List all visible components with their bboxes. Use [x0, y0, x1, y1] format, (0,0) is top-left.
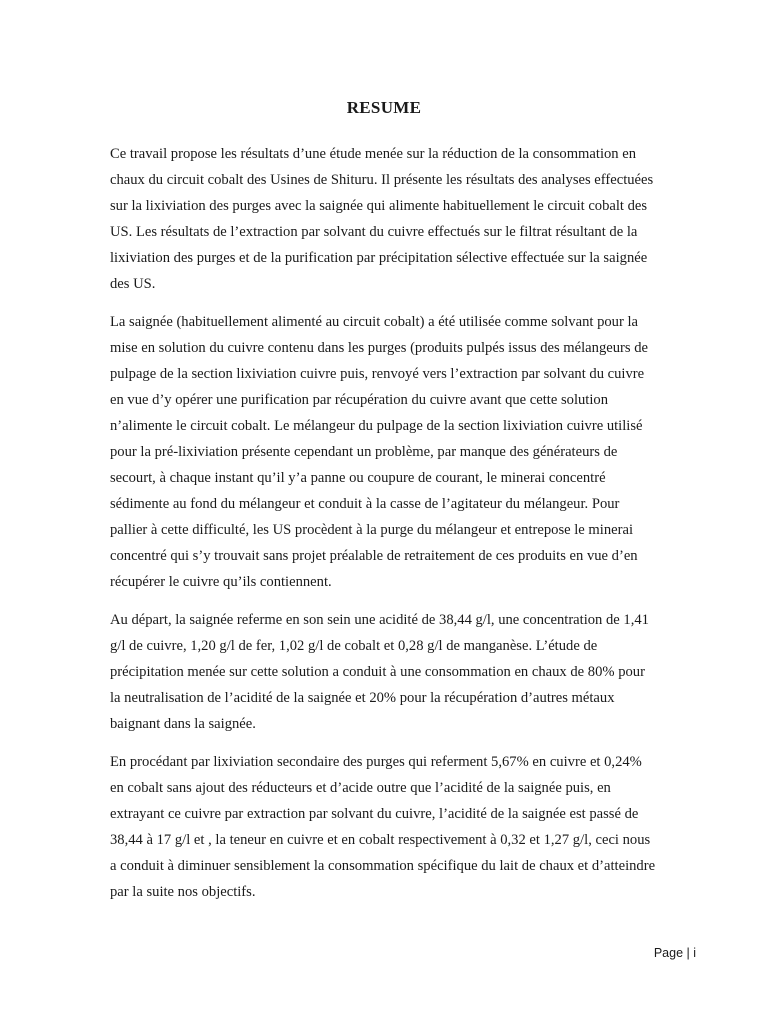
- page-number: Page | i: [653, 946, 696, 960]
- document-body: [110, 141, 658, 917]
- paragraph-3: Au départ, la saignée referme en son sein une acidité de 38,44 g/l, une concentration de 1,41 g/l de cuivre, 1,20 g/l de fer, 1,02 g/l de cobalt et 0,28 g/l de manganèse. L’étude de précipitation menée sur cette solution a conduit à une consommation en chaux de 80% pour la neutralisation de l’acidité de la saignée et 20% pour la récupération d’autres métaux baignant dans la saignée.: [110, 612, 649, 732]
- paragraph-2: La saignée (habituellement alimenté au circuit cobalt) a été utilisée comme solvant pour la mise en solution du cuivre contenu dans les purges (produits pulpés issus des mélangeurs de pulpage de la section lixiviation cuivre puis, renvoyé vers l’extraction par solvant du cuivre en vue d’y opérer une purification par récupération du cuivre avant que cette solution n’alimente le circuit cobalt. Le mélangeur du pulpage de la section lixiviation cuivre utilisé pour la pré-lixiviation présente cependant un problème, par manque des générateurs de secourt, à chaque instant qu’il y’a panne ou coupure de courant, le minerai concentré sédimente au fond du mélangeur et conduit à la casse de l’agitateur du mélangeur. Pour pallier à cette difficulté, les US procèdent à la purge du mélangeur et entrepose le minerai concentré qui s’y trouvait sans projet préalable de retraitement de ces produits en vue d’en récupérer le cuivre qu’ils contiennent.: [110, 314, 648, 590]
- paragraph-4: En procédant par lixiviation secondaire des purges qui referment 5,67% en cuivre et 0,24% en cobalt sans ajout des réducteurs et d’acide outre que l’acidité de la saignée puis, en extrayant ce cuivre par extraction par solvant du cuivre, l’acidité de la saignée est passé de 38,44 à 17 g/l et , la teneur en cuivre et en cobalt respectivement à 0,32 et 1,27 g/l, ceci nous a conduit à diminuer sensiblement la consommation spécifique du lait de chaux et d’atteindre par la suite nos objectifs.: [110, 754, 656, 900]
- document-title: RESUME: [346, 98, 422, 117]
- paragraph-1: Ce travail propose les résultats d’une étude menée sur la réduction de la consommation en chaux du circuit cobalt des Usines de Shituru. Il présente les résultats des analyses effectuées sur la lixiviation des purges avec la saignée qui alimente habituellement le circuit cobalt des US. Les résultats de l’extraction par solvant du cuivre effectués sur le filtrat résultant de la lixiviation des purges et de la purification par précipitation sélective effectuée sur la saignée des US.: [110, 146, 654, 292]
